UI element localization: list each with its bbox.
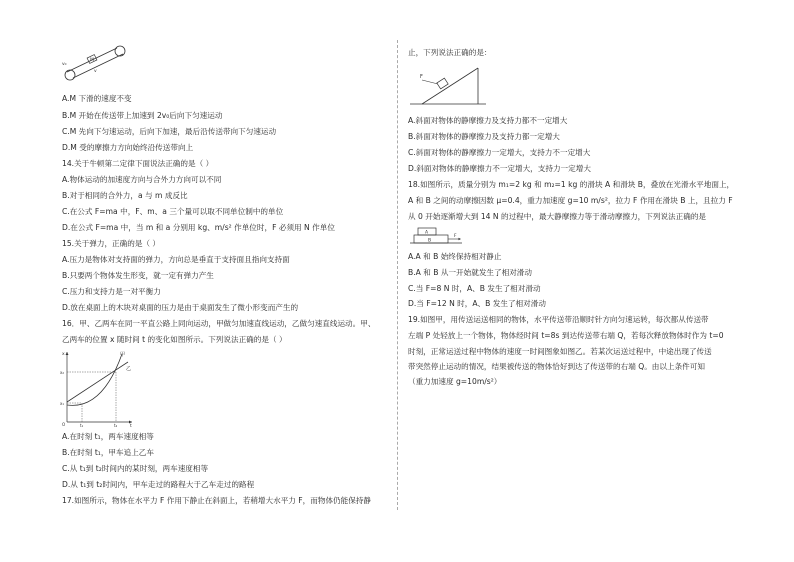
stacked-blocks-figure <box>408 224 464 246</box>
block-label-b: B <box>428 238 432 244</box>
graph-label-x: x <box>62 352 65 357</box>
block-label-a: A <box>425 230 429 236</box>
q19-stem-line-5: （重力加速度 g=10m/s²） <box>408 377 502 386</box>
q19-stem-line-2: 左端 P 处轻放上一个物体，物体经时间 t=8s 到达传送带右端 Q，若每次释放物体时作为 t=0 <box>408 331 724 340</box>
column-divider <box>397 40 398 510</box>
q18-option-a: A.A 和 B 始终保持相对静止 <box>408 252 502 261</box>
q19-stem-line-3: 时刻，正常运送过程中物体的速度一时间图象如图乙。若某次运送过程中，中途出现了传送 <box>408 347 712 356</box>
block-label-f: F <box>454 234 457 239</box>
belt-label-v0: v₀ <box>62 62 67 67</box>
q15-option-a: A.压力是物体对支持面的弹力，方向总是垂直于支持面且指向支持面 <box>62 255 290 264</box>
xt-graph-figure <box>60 350 134 429</box>
q18-stem-line-1: 18.如图所示，质量分别为 m₁=2 kg 和 m₂=1 kg 的滑块 A 和滑块 B，叠放在光滑水平地面上， <box>408 180 735 189</box>
q16-option-b: B.在时刻 t₁，甲车追上乙车 <box>62 448 154 457</box>
graph-label-t: t <box>130 424 132 429</box>
q17-option-b: B.斜面对物体的静摩擦力及支持力都一定增大 <box>408 132 560 141</box>
graph-label-o: O <box>62 422 66 427</box>
q14-stem: 14.关于牛顿第二定律下面说法正确的是（ ） <box>62 159 214 168</box>
q13-option-b: B.M 开始在传送带上加速到 2v₀后向下匀速运动 <box>62 111 223 120</box>
graph-label-x2: x₂ <box>60 370 64 375</box>
q18-option-c: C.当 F=8 N 时，A、B 发生了相对滑动 <box>408 284 541 293</box>
q15-option-d: D.放在桌面上的木块对桌面的压力是由于桌面发生了微小形变而产生的 <box>62 303 299 312</box>
q14-option-c: C.在公式 F=ma 中，F、m、a 三个量可以取不同单位制中的单位 <box>62 207 284 216</box>
q14-option-b: B.对于相同的合外力，a 与 m 成反比 <box>62 191 188 200</box>
q18-stem-line-3: 从 0 开始逐渐增大到 14 N 的过程中，最大静摩擦力等于滑动摩擦力，下列说法正确的是 <box>408 212 707 221</box>
q15-option-b: B.只要两个物体发生形变，就一定有弹力产生 <box>62 271 214 280</box>
q19-stem-line-1: 19.如图甲，用传送运送相同的物体，水平传送带沿顺时针方向匀速运转，每次都从传送带 <box>408 315 709 324</box>
q13-option-a: A.M 下滑的速度不变 <box>62 94 132 103</box>
belt-label-v: v <box>94 69 97 74</box>
q14-option-a: A.物体运动的加速度方向与合外力方向可以不同 <box>62 175 222 184</box>
q17-option-c: C.斜面对物体的静摩擦力一定增大，支持力不一定增大 <box>408 148 591 157</box>
q18-option-d: D.当 F=12 N 时，A、B 发生了相对滑动 <box>408 299 546 308</box>
q17-option-a: A.斜面对物体的静摩擦力及支持力都不一定增大 <box>408 116 568 125</box>
q13-option-c: C.M 先向下匀速运动，后向下加速，最后沿传送带向下匀速运动 <box>62 127 277 136</box>
q17-option-d: D.斜面对物体的静摩擦力不一定增大，支持力一定增大 <box>408 164 591 173</box>
q19-stem-line-4: 带突然停止运动的情况，结果被传送的物体恰好到达了传送带的右端 Q。由以上条件可知 <box>408 362 705 371</box>
graph-label-t2: t₂ <box>114 423 118 428</box>
q16-stem-line-2: 乙两车的位置 x 随时间 t 的变化如图所示。下列说法正确的是（ ） <box>62 335 287 344</box>
incline-figure <box>408 62 488 108</box>
q16-option-d: D.从 t₁到 t₂时间内，甲车走过的路程大于乙车走过的路程 <box>62 480 255 489</box>
q16-option-c: C.从 t₁到 t₂时间内的某时刻，两车速度相等 <box>62 464 209 473</box>
belt-label-m: M <box>90 58 94 63</box>
q15-stem: 15.关于弹力，正确的是（ ） <box>62 239 161 248</box>
incline-label-f: F <box>420 74 423 80</box>
q14-option-d: D.在公式 F=ma 中，当 m 和 a 分别用 kg、m/s² 作单位时，F 必须用 N 作单位 <box>62 223 335 232</box>
graph-label-t1: t₁ <box>80 423 84 428</box>
q17-stem: 17.如图所示，物体在水平力 F 作用下静止在斜面上，若稍增大水平力 F，而物体仍能保持静 <box>62 496 372 505</box>
q16-option-a: A.在时刻 t₁，两车速度相等 <box>62 432 154 441</box>
graph-label-jia: 甲 <box>120 352 126 358</box>
graph-label-yi: 乙 <box>126 366 132 372</box>
conveyor-belt-figure <box>62 44 128 80</box>
q13-option-d: D.M 受的摩擦力方向始终沿传送带向上 <box>62 143 194 152</box>
q15-option-c: C.压力和支持力是一对平衡力 <box>62 287 161 296</box>
graph-label-x1: x₁ <box>60 401 64 406</box>
q18-stem-line-2: A 和 B 之间的动摩擦因数 μ=0.4，重力加速度 g=10 m/s²，拉力 F 作用在滑块 B 上，且拉力 F <box>408 196 733 205</box>
q18-option-b: B.A 和 B 从一开始就发生了相对滑动 <box>408 268 532 277</box>
q16-stem-line-1: 16．甲、乙两车在同一平直公路上同向运动，甲做匀加速直线运动，乙做匀速直线运动。甲、 <box>62 319 376 328</box>
q17-stem-continued: 止，下列说法正确的是： <box>408 48 492 57</box>
